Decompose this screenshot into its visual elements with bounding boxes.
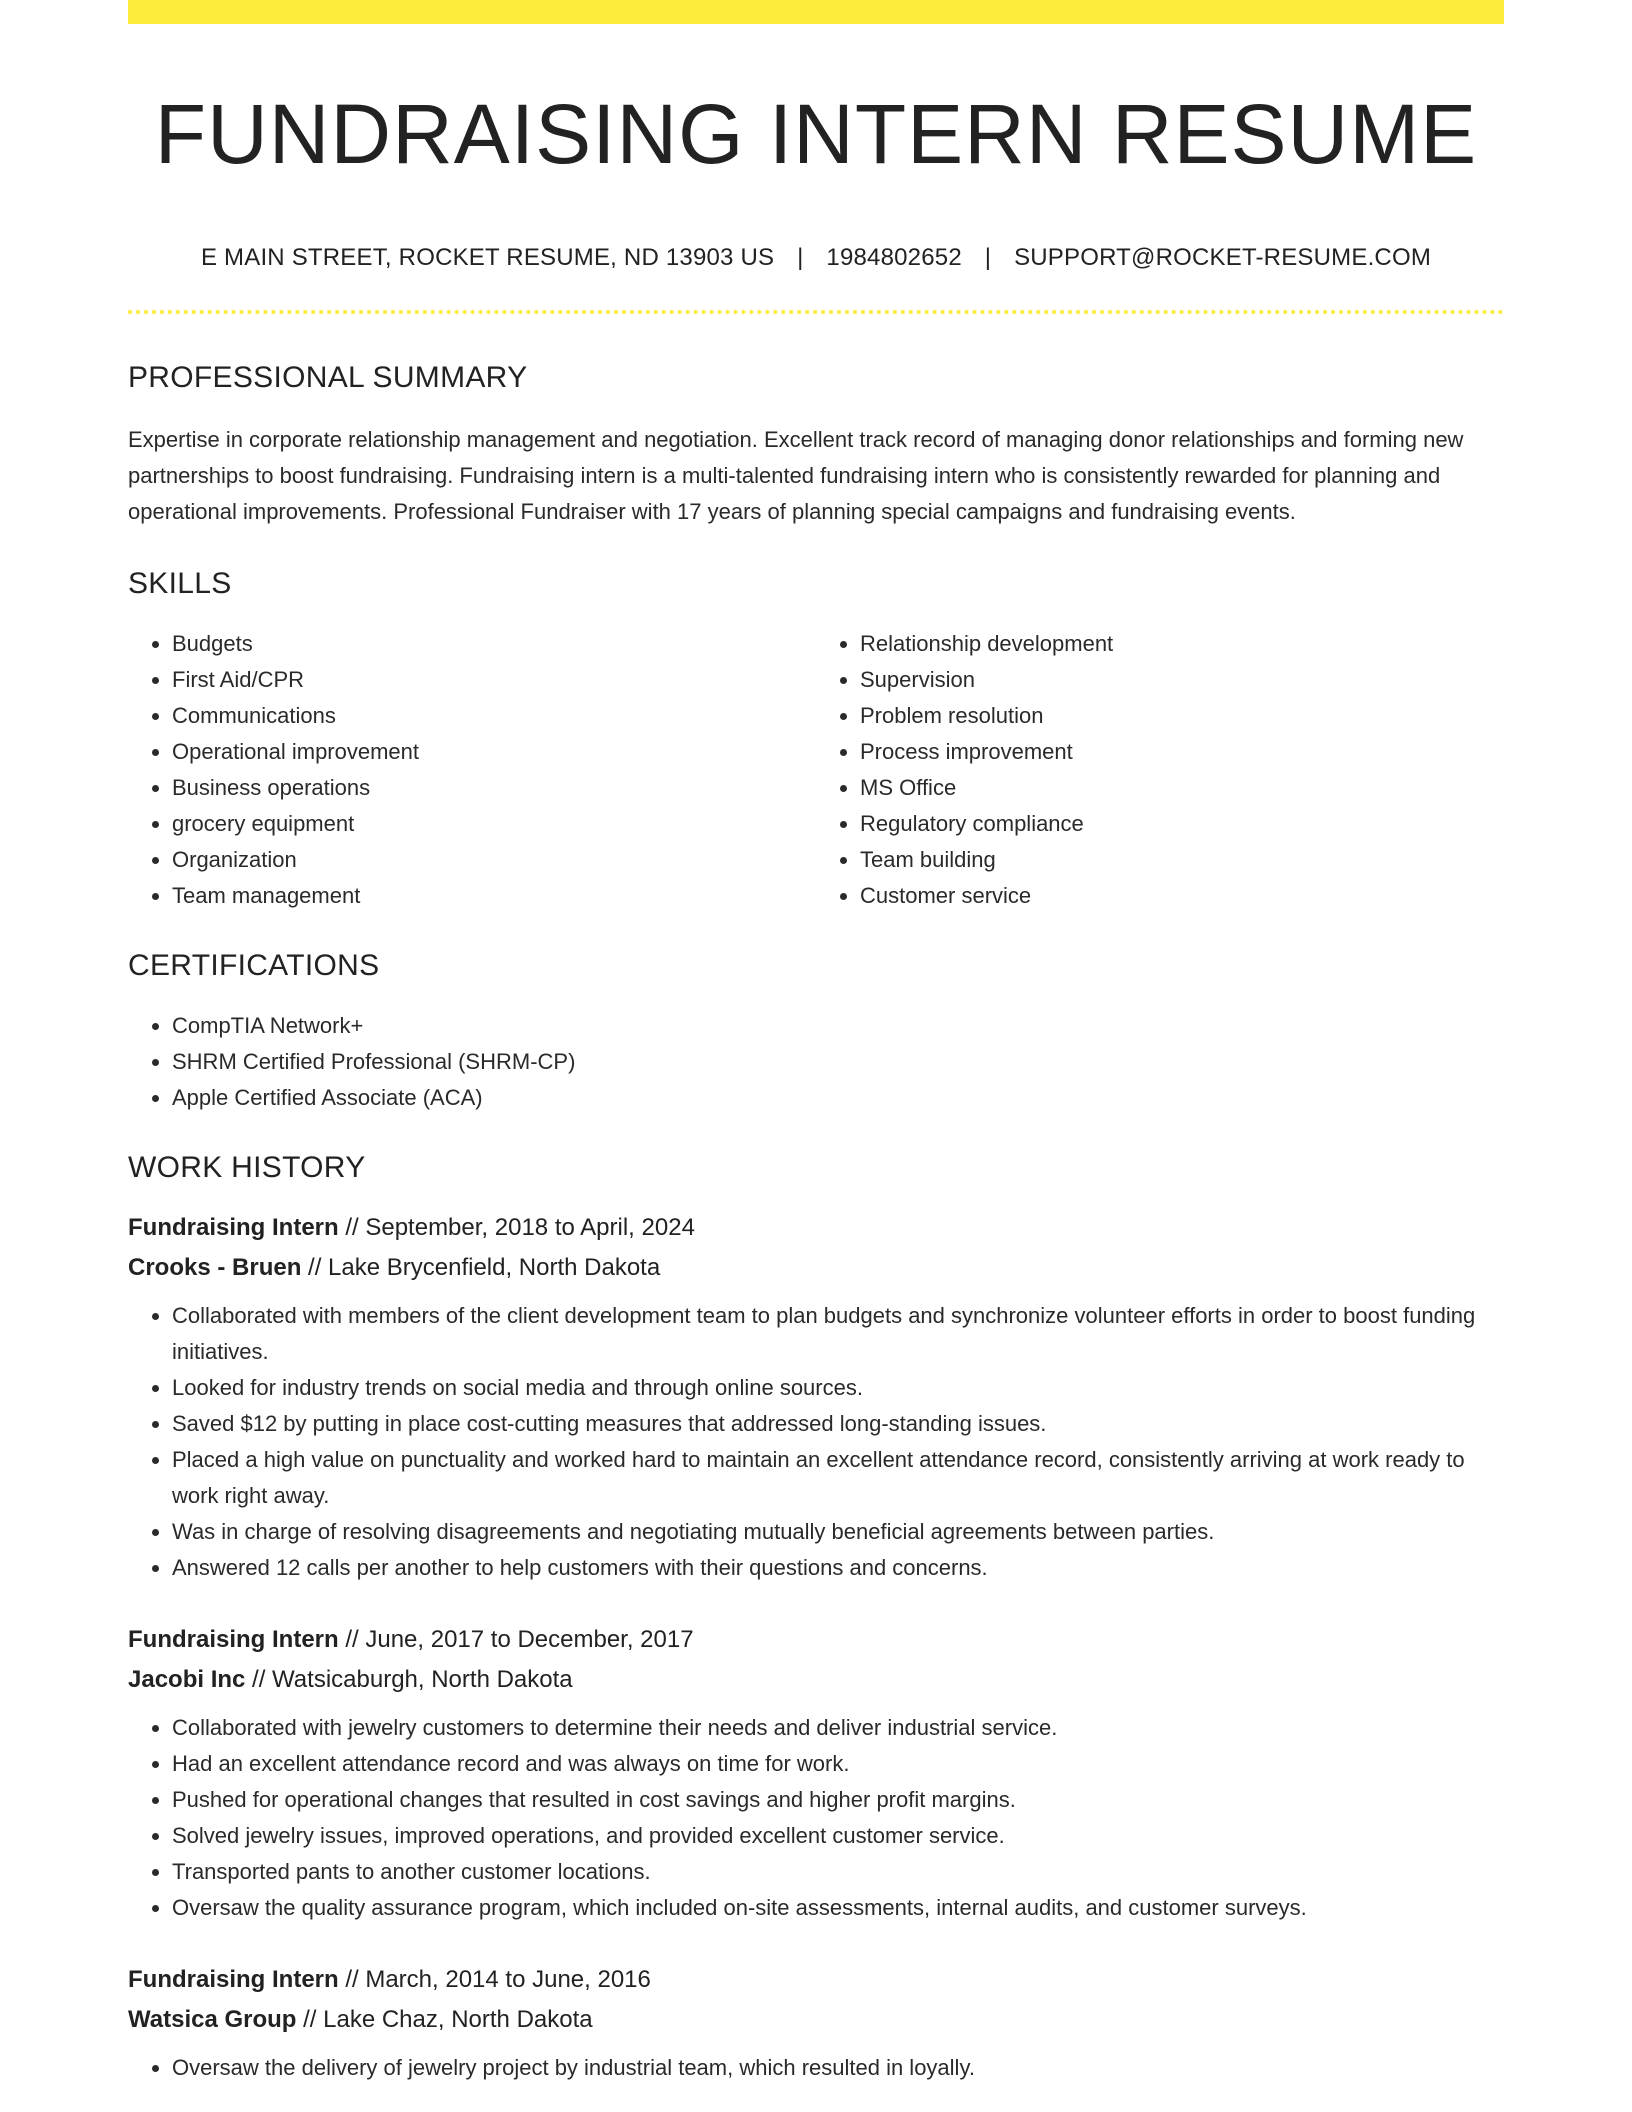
job-company: Jacobi Inc: [128, 1666, 246, 1694]
summary-heading: PROFESSIONAL SUMMARY: [128, 361, 528, 395]
job-bullets: [128, 1298, 1504, 1586]
job-role-line: [128, 1620, 1504, 1660]
skill-item: • First Aid/CPR: [172, 662, 816, 698]
job-location: // Watsicaburgh, North Dakota: [245, 1666, 573, 1694]
job-company-line: [128, 2000, 1504, 2040]
job-role-line: [128, 1960, 1504, 2000]
contact-separator: |: [797, 244, 804, 272]
job-company-line: [128, 1248, 1504, 1288]
job-bullet: • Pushed for operational changes that resulted in cost savings and higher profit margins.: [172, 1782, 1504, 1818]
skills-list-right: [816, 626, 1504, 914]
skills-heading: SKILLS: [128, 567, 232, 601]
job-bullet: • Placed a high value on punctuality and worked hard to maintain an excellent attendance record, consistently arriving at work ready to work right away.: [172, 1442, 1504, 1514]
top-accent-bar: [128, 0, 1504, 24]
skill-item: • Regulatory compliance: [860, 806, 1504, 842]
contact-address: E MAIN STREET, ROCKET RESUME, ND 13903 US: [200, 244, 775, 272]
job-role: Fundraising Intern: [128, 1966, 339, 1994]
skill-item: • Supervision: [860, 662, 1504, 698]
resume-page: [128, 0, 1504, 2086]
job-bullet: • Oversaw the quality assurance program, which included on-site assessments, internal audits, and customer surveys.: [172, 1890, 1504, 1926]
resume-title: FUNDRAISING INTERN RESUME: [154, 87, 1478, 181]
job-entry: [128, 1620, 1504, 1926]
job-bullets: [128, 2050, 1504, 2086]
job-company-line: [128, 1660, 1504, 1700]
job-bullet: • Oversaw the delivery of jewelry project by industrial team, which resulted in loyally.: [172, 2050, 1504, 2086]
skill-item: • Business operations: [172, 770, 816, 806]
job-location: // Lake Brycenfield, North Dakota: [301, 1254, 661, 1282]
certification-item: • Apple Certified Associate (ACA): [172, 1080, 1504, 1116]
job-bullet: • Answered 12 calls per another to help customers with their questions and concerns.: [172, 1550, 1504, 1586]
skill-item: • Organization: [172, 842, 816, 878]
job-dates: // September, 2018 to April, 2024: [338, 1214, 695, 1242]
skill-item: • Problem resolution: [860, 698, 1504, 734]
job-bullet: • Had an excellent attendance record and was always on time for work.: [172, 1746, 1504, 1782]
job-company: Watsica Group: [128, 2006, 297, 2034]
contact-phone: 1984802652: [826, 244, 962, 272]
skill-item: • Customer service: [860, 878, 1504, 914]
job-entry: [128, 1208, 1504, 1586]
skill-item: • Budgets: [172, 626, 816, 662]
job-bullet: • Collaborated with jewelry customers to determine their needs and deliver industrial service.: [172, 1710, 1504, 1746]
job-bullet: • Was in charge of resolving disagreements and negotiating mutually beneficial agreements between parties.: [172, 1514, 1504, 1550]
job-location: // Lake Chaz, North Dakota: [296, 2006, 593, 2034]
job-role-line: [128, 1208, 1504, 1248]
skill-item: • Team management: [172, 878, 816, 914]
header-divider: [128, 310, 1504, 314]
job-role: Fundraising Intern: [128, 1214, 339, 1242]
skills-list-left: [128, 626, 816, 914]
job-dates: // June, 2017 to December, 2017: [338, 1626, 694, 1654]
certification-item: • CompTIA Network+: [172, 1008, 1504, 1044]
contact-separator: |: [984, 244, 992, 272]
skill-item: • MS Office: [860, 770, 1504, 806]
job-company: Crooks - Bruen: [128, 1254, 302, 1282]
certifications-list: [128, 1008, 1504, 1116]
skills-columns: [128, 626, 1504, 914]
job-bullets: [128, 1710, 1504, 1926]
job-role: Fundraising Intern: [128, 1626, 339, 1654]
certifications-heading: CERTIFICATIONS: [128, 949, 380, 983]
skill-item: • Process improvement: [860, 734, 1504, 770]
job-bullet: • Saved $12 by putting in place cost-cutting measures that addressed long-standing issues.: [172, 1406, 1504, 1442]
skill-item: • grocery equipment: [172, 806, 816, 842]
skill-item: • Communications: [172, 698, 816, 734]
skill-item: • Operational improvement: [172, 734, 816, 770]
contact-email: SUPPORT@ROCKET-RESUME.COM: [1014, 244, 1432, 272]
skill-item: • Team building: [860, 842, 1504, 878]
work-history-heading: WORK HISTORY: [128, 1151, 366, 1185]
job-bullet: • Solved jewelry issues, improved operations, and provided excellent customer service.: [172, 1818, 1504, 1854]
skill-item: • Relationship development: [860, 626, 1504, 662]
job-entry: [128, 1960, 1504, 2086]
summary-text: Expertise in corporate relationship management and negotiation. Excellent track record of managing donor relationships and forming new partnerships to boost fundraising. Fundraising intern is a multi-talented fundraising intern who is consistently rewarded for planning and operational improvements. Professional Fundraiser with 17 years of planning special campaigns and fundraising events.: [128, 427, 1464, 525]
certification-item: • SHRM Certified Professional (SHRM-CP): [172, 1044, 1504, 1080]
job-bullet: • Looked for industry trends on social media and through online sources.: [172, 1370, 1504, 1406]
job-bullet: • Transported pants to another customer locations.: [172, 1854, 1504, 1890]
contact-line: [128, 244, 1504, 272]
job-dates: // March, 2014 to June, 2016: [338, 1966, 651, 1994]
job-bullet: • Collaborated with members of the client development team to plan budgets and synchronize volunteer efforts in order to boost funding initiatives.: [172, 1298, 1504, 1370]
